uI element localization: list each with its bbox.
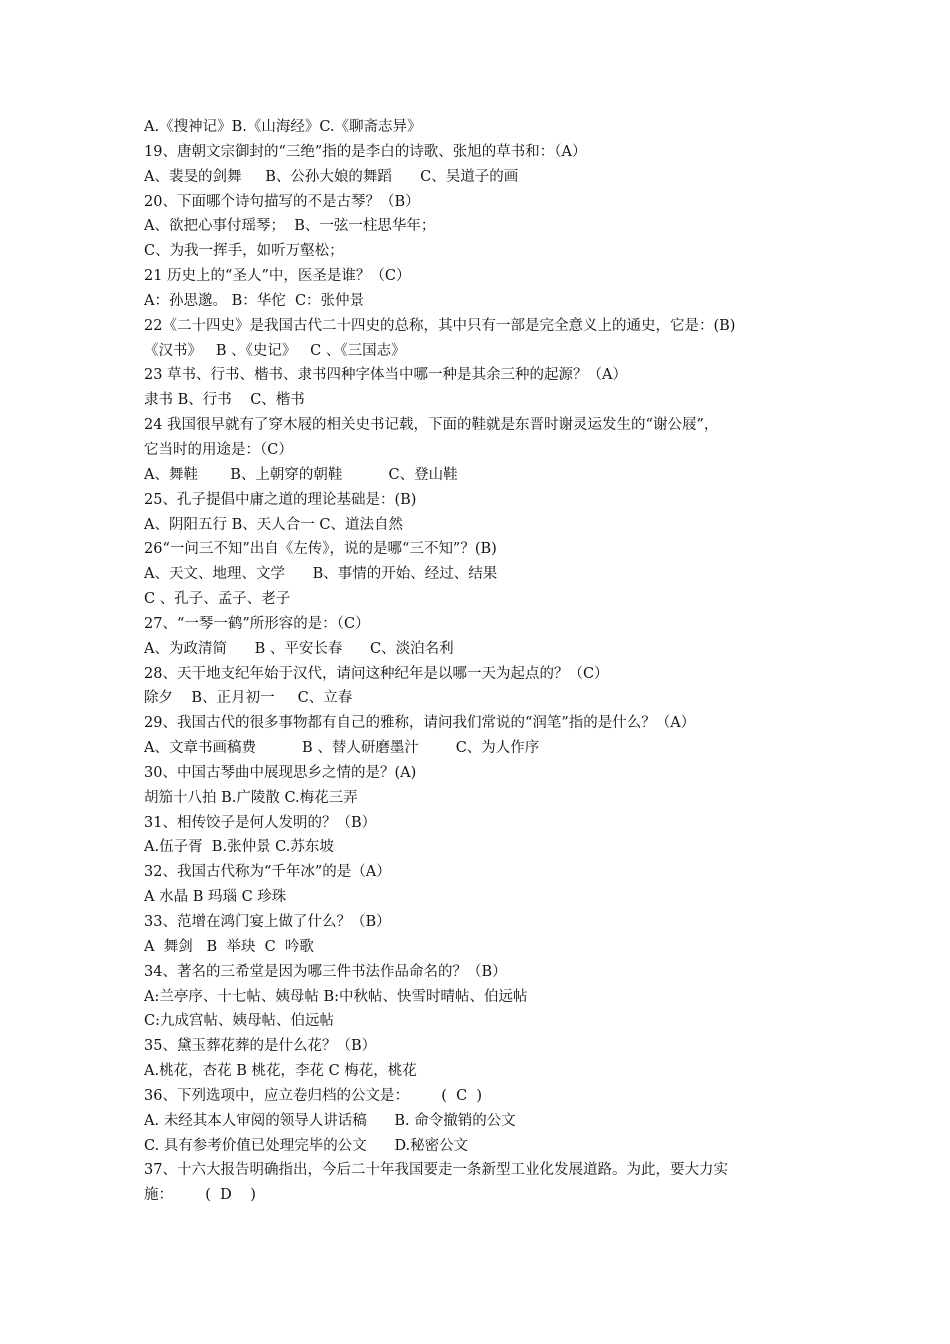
question-37: 37、十六大报告明确指出，今后二十年我国要走一条新型工业化发展道路。为此，要大力实 — [144, 1162, 728, 1179]
options-32: A 水晶 B 玛瑙 C 珍珠 — [144, 889, 287, 906]
options-22: 《汉书》 B 、《史记》 C 、《三国志》 — [144, 342, 406, 359]
options-20-cont: C、为我一挥手，如听万壑松； — [144, 243, 344, 260]
question-31: 31、相传饺子是何人发明的？（B） — [144, 814, 377, 831]
options-19: A、裴旻的剑舞 B、公孙大娘的舞蹈 C、吴道子的画 — [144, 168, 519, 185]
options-31: A.伍子胥 B.张仲景 C.苏东坡 — [144, 839, 334, 856]
options-27: A、为政清简 B 、平安长春 C、淡泊名利 — [144, 640, 454, 657]
options-35: A.桃花，杏花 B 桃花，李花 C 梅花，桃花 — [144, 1063, 417, 1080]
options-24: A、舞鞋 B、上朝穿的朝鞋 C、登山鞋 — [144, 466, 458, 483]
options-26-cont: C 、孔子、孟子、老子 — [144, 591, 291, 608]
question-25: 25、孔子提倡中庸之道的理论基础是：(B) — [144, 491, 417, 508]
question-24: 24 我国很早就有了穿木屐的相关史书记载，下面的鞋就是东晋时谢灵运发生的“谢公屐”， — [144, 417, 719, 434]
question-36: 36、下列选项中，应立卷归档的公文是： ( C ) — [144, 1087, 483, 1104]
text-line: A.《搜神记》B.《山海经》C.《聊斋志异》 — [144, 119, 422, 135]
question-30: 30、中国古琴曲中展现思乡之情的是？(A) — [144, 764, 417, 781]
options-33: A 舞剑 B 举玦 C 吟歌 — [144, 938, 314, 955]
options-28: 除夕 B、正月初一 C、立春 — [144, 690, 353, 707]
question-28: 28、天干地支纪年始于汉代，请问这种纪年是以哪一天为起点的？（C） — [144, 665, 609, 682]
question-19: 19、唐朝文宗御封的“三绝”指的是李白的诗歌、张旭的草书和：（A） — [144, 143, 587, 160]
options-20: A、欲把心事付瑶琴； B、一弦一柱思华年； — [144, 218, 436, 235]
options-36: A. 未经其本人审阅的领导人讲话稿 B. 命令撤销的公文 — [144, 1112, 516, 1129]
question-26: 26“一问三不知”出自《左传》，说的是哪“三不知”？(B) — [144, 541, 497, 558]
question-22: 22《二十四史》是我国古代二十四史的总称，其中只有一部是完全意义上的通史，它是：(B) — [144, 317, 736, 334]
document-page — [144, 115, 824, 1208]
options-26: A、天文、地理、文学 B、事情的开始、经过、结果 — [144, 566, 498, 583]
options-25: A、阴阳五行 B、天人合一 C、道法自然 — [144, 516, 403, 533]
options-36-cont: C. 具有参考价值已处理完毕的公文 D.秘密公文 — [144, 1137, 469, 1154]
options-30: 胡笳十八拍 B.广陵散 C.梅花三弄 — [144, 789, 358, 806]
question-29: 29、我国古代的很多事物都有自己的雅称，请问我们常说的“润笔”指的是什么？（A） — [144, 715, 696, 732]
options-21: A：孙思邈。 B：华佗 C：张仲景 — [144, 292, 365, 309]
question-20: 20、下面哪个诗句描写的不是古琴？（B） — [144, 193, 420, 210]
options-34: A:兰亭序、十七帖、姨母帖 B:中秋帖、快雪时晴帖、伯远帖 — [144, 988, 528, 1005]
options-29: A、文章书画稿费 B 、替人研磨墨汁 C、为人作序 — [144, 740, 540, 757]
question-21: 21 历史上的“圣人”中，医圣是谁？（C） — [144, 268, 411, 285]
question-24-cont: 它当时的用途是：（C） — [144, 441, 293, 458]
options-34-cont: C:九成宫帖、姨母帖、伯远帖 — [144, 1013, 334, 1030]
question-32: 32、我国古代称为“千年冰”的是（A） — [144, 864, 391, 881]
question-27: 27、“一琴一鹤”所形容的是：（C） — [144, 615, 370, 632]
question-35: 35、黛玉葬花葬的是什么花？（B） — [144, 1038, 377, 1055]
question-37-cont: 施： ( D ) — [144, 1187, 256, 1204]
question-23: 23 草书、行书、楷书、隶书四种字体当中哪一种是其余三种的起源？（A） — [144, 367, 628, 384]
options-23: 隶书 B、行书 C、楷书 — [144, 392, 305, 409]
question-33: 33、范增在鸿门宴上做了什么？（B） — [144, 914, 391, 930]
question-34: 34、著名的三希堂是因为哪三件书法作品命名的？（B） — [144, 963, 507, 980]
